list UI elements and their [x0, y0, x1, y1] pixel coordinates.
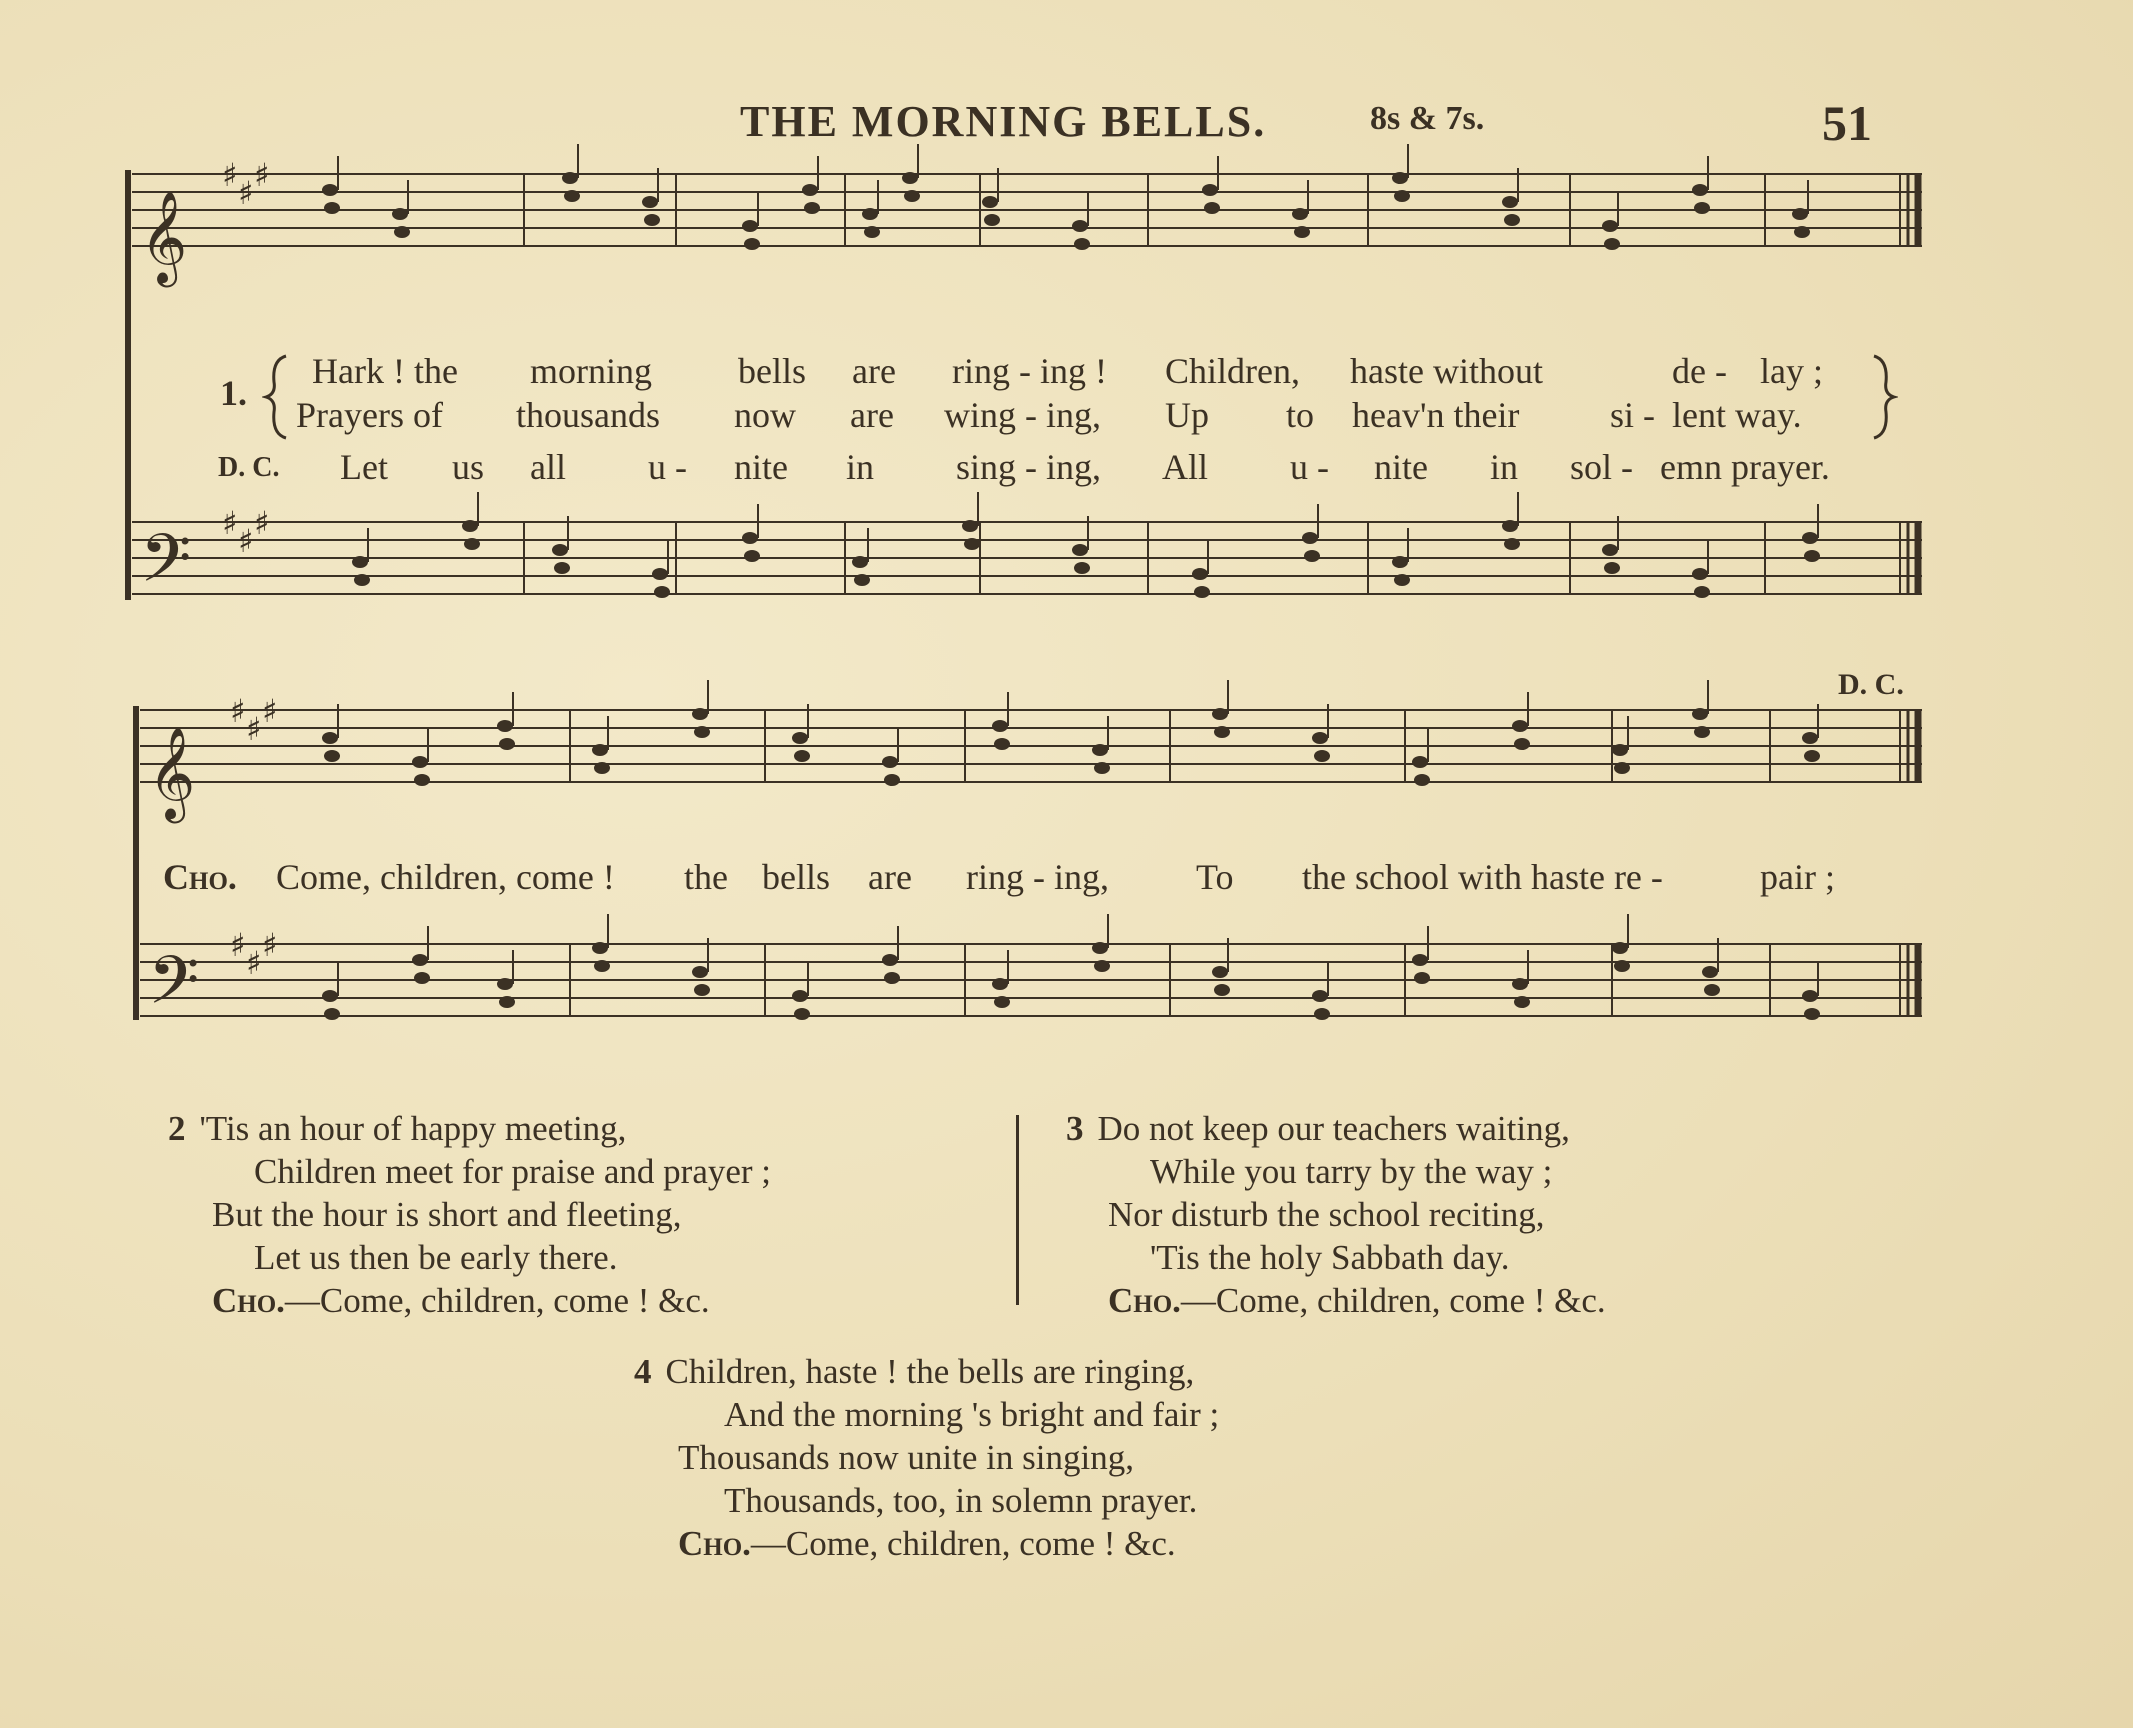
note-head [1794, 226, 1810, 238]
lyric-syllable: Hark ! the [312, 351, 458, 391]
lyric-syllable: nite [734, 447, 788, 487]
note-head [1504, 214, 1520, 226]
lyric-syllable: wing - ing, [944, 395, 1101, 435]
note-head [884, 972, 900, 984]
note-head [884, 774, 900, 786]
note-head [1604, 562, 1620, 574]
note-head [564, 190, 580, 202]
lyric-syllable: the [684, 857, 728, 897]
note-head [1802, 990, 1818, 1002]
note-head [984, 214, 1000, 226]
verse-4-line-1: Children, haste ! the bells are ringing, [665, 1352, 1195, 1391]
note-head [1294, 226, 1310, 238]
note-head [742, 532, 758, 544]
sharp-icon: ♯ [246, 944, 262, 982]
verse-2 [168, 1107, 771, 1322]
note-head [324, 1008, 340, 1020]
lyric-syllable: in [1490, 447, 1519, 487]
note-head [1092, 942, 1108, 954]
note-head [1802, 532, 1818, 544]
note-head [644, 214, 660, 226]
lyric-syllable: pair ; [1760, 857, 1835, 897]
verse-3-line-2: While you tarry by the way ; [1150, 1152, 1553, 1191]
note-head [592, 942, 608, 954]
note-head [1804, 550, 1820, 562]
treble-clef-icon: 𝄞 [140, 190, 188, 283]
note-head [1614, 960, 1630, 972]
note-head [1512, 720, 1528, 732]
verse-4-line-4: Thousands, too, in solemn prayer. [724, 1481, 1198, 1520]
lyric-syllable: ring - ing ! [952, 351, 1107, 391]
note-head [1412, 954, 1428, 966]
verse-number-1: 1. [220, 373, 247, 413]
verse-2-line-1: 'Tis an hour of happy meeting, [199, 1109, 627, 1148]
lyric-syllable: nite [1374, 447, 1428, 487]
note-head [464, 538, 480, 550]
note-head [392, 208, 408, 220]
hymn-title: THE MORNING BELLS. [740, 97, 1267, 146]
note-head [352, 556, 368, 568]
note-head [1694, 726, 1710, 738]
lyric-syllable: are [868, 857, 912, 897]
note-head [462, 520, 478, 532]
treble-clef-icon: 𝄞 [148, 726, 196, 819]
note-head [792, 732, 808, 744]
note-head [1212, 966, 1228, 978]
note-head [744, 550, 760, 562]
verse-4-chorus-label: Cho. [678, 1524, 751, 1563]
lyric-syllable: in [846, 447, 875, 487]
verse-3-number: 3 [1066, 1109, 1084, 1148]
note-head [1414, 774, 1430, 786]
note-head [862, 208, 878, 220]
note-head [499, 996, 515, 1008]
note-head [742, 220, 758, 232]
lyric-syllable: heav'n their [1352, 395, 1520, 435]
note-head [1094, 762, 1110, 774]
lyric-syllable: now [734, 395, 796, 435]
note-head [1694, 586, 1710, 598]
note-head [652, 568, 668, 580]
note-head [1614, 762, 1630, 774]
sharp-icon: ♯ [238, 522, 254, 560]
note-head [414, 774, 430, 786]
note-head [694, 726, 710, 738]
note-head [497, 720, 513, 732]
sharp-icon: ♯ [230, 926, 246, 964]
note-head [1072, 220, 1088, 232]
bass-clef-icon: 𝄢 [140, 520, 192, 613]
note-head [1504, 538, 1520, 550]
note-head [499, 738, 515, 750]
verse-3-line-1: Do not keep our teachers waiting, [1097, 1109, 1570, 1148]
note-head [804, 202, 820, 214]
note-head [692, 708, 708, 720]
sharp-icon: ♯ [254, 156, 270, 194]
note-head [692, 966, 708, 978]
lyric-syllable: Children, [1165, 351, 1300, 391]
bass-staff-2 [140, 944, 1922, 1016]
note-head [992, 978, 1008, 990]
note-head [1314, 750, 1330, 762]
note-head [1072, 544, 1088, 556]
verse-3-chorus: —Come, children, come ! &c. [1180, 1281, 1606, 1320]
verse-4-line-2: And the morning 's bright and fair ; [724, 1395, 1220, 1434]
lyric-syllable: haste without [1350, 351, 1543, 391]
note-head [642, 196, 658, 208]
verse-4-number: 4 [634, 1352, 652, 1391]
note-head [1512, 978, 1528, 990]
lyric-syllable: morning [530, 351, 652, 391]
note-head [412, 756, 428, 768]
lyric-syllable: ring - ing, [966, 857, 1109, 897]
hymn-meter: 8s & 7s. [1370, 100, 1485, 137]
lyric-syllable: Let [340, 447, 388, 487]
verse-3-line-3: Nor disturb the school reciting, [1108, 1195, 1545, 1234]
lyric-syllable: To [1196, 857, 1234, 897]
note-head [1202, 184, 1218, 196]
note-head [1612, 942, 1628, 954]
note-head [1214, 726, 1230, 738]
lyric-syllable: bells [738, 351, 806, 391]
note-head [992, 720, 1008, 732]
sharp-icon: ♯ [230, 692, 246, 730]
lyric-syllable: are [850, 395, 894, 435]
note-head [1514, 738, 1530, 750]
note-head [1094, 960, 1110, 972]
lyric-syllable: lent way. [1672, 395, 1802, 435]
note-head [414, 972, 430, 984]
lyric-syllable: emn prayer. [1660, 447, 1830, 487]
note-head [1292, 208, 1308, 220]
note-head [594, 762, 610, 774]
dc-mark: D. C. [1838, 668, 1904, 701]
note-head [1602, 220, 1618, 232]
note-head [1392, 556, 1408, 568]
lyric-syllable: Up [1165, 395, 1209, 435]
lyric-syllable: all [530, 447, 566, 487]
note-head [324, 202, 340, 214]
verse-2-number: 2 [168, 1109, 186, 1148]
sharp-icon: ♯ [262, 926, 278, 964]
note-head [904, 190, 920, 202]
verse-4-line-3: Thousands now unite in singing, [678, 1438, 1134, 1477]
note-head [1074, 238, 1090, 250]
note-head [1792, 208, 1808, 220]
note-head [1314, 1008, 1330, 1020]
note-head [552, 544, 568, 556]
note-head [594, 960, 610, 972]
note-head [1804, 1008, 1820, 1020]
note-head [354, 574, 370, 586]
verse-3-chorus-label: Cho. [1108, 1281, 1181, 1320]
verse-2-line-2: Children meet for praise and prayer ; [254, 1152, 772, 1191]
lyric-syllable: de - [1672, 351, 1727, 391]
note-head [1692, 184, 1708, 196]
note-head [794, 1008, 810, 1020]
note-head [1802, 732, 1818, 744]
note-head [1414, 972, 1430, 984]
note-head [1602, 544, 1618, 556]
note-head [1694, 202, 1710, 214]
dc-label: D. C. [218, 452, 280, 483]
note-head [802, 184, 818, 196]
note-head [1304, 550, 1320, 562]
note-head [497, 978, 513, 990]
bass-clef-icon: 𝄢 [148, 942, 200, 1035]
note-head [1502, 520, 1518, 532]
note-head [1704, 984, 1720, 996]
note-head [694, 984, 710, 996]
verse-2-line-3: But the hour is short and fleeting, [212, 1195, 682, 1234]
lyric-syllable: the school with haste re - [1302, 857, 1663, 897]
note-head [854, 574, 870, 586]
note-head [962, 520, 978, 532]
note-head [324, 750, 340, 762]
chorus-label: Cho. [163, 857, 237, 897]
verse-2-chorus: —Come, children, come ! &c. [284, 1281, 710, 1320]
note-head [982, 196, 998, 208]
note-head [794, 750, 810, 762]
note-head [1502, 196, 1518, 208]
sharp-icon: ♯ [238, 174, 254, 212]
note-head [1394, 574, 1410, 586]
note-head [562, 172, 578, 184]
lyric-syllable: All [1162, 447, 1209, 487]
note-head [864, 226, 880, 238]
note-head [1612, 744, 1628, 756]
lyric-syllable: Prayers of [296, 395, 443, 435]
lyric-syllable: sing - ing, [956, 447, 1102, 487]
sharp-icon: ♯ [262, 692, 278, 730]
note-head [1804, 750, 1820, 762]
note-head [1692, 568, 1708, 580]
note-head [1074, 562, 1090, 574]
verse-2-chorus-label: Cho. [212, 1281, 285, 1320]
note-head [964, 538, 980, 550]
column-divider [1016, 1115, 1019, 1305]
lyric-syllable: lay ; [1760, 351, 1823, 391]
sharp-icon: ♯ [254, 504, 270, 542]
verse-4-chorus: —Come, children, come ! &c. [750, 1524, 1176, 1563]
sharp-icon: ♯ [222, 156, 238, 194]
note-head [1392, 172, 1408, 184]
note-head [1204, 202, 1220, 214]
note-head [1194, 586, 1210, 598]
left-brace-icon [262, 352, 292, 442]
note-head [322, 990, 338, 1002]
lyric-syllable: are [852, 351, 896, 391]
note-head [592, 744, 608, 756]
note-head [1312, 732, 1328, 744]
page-number: 51 [1822, 95, 1872, 151]
note-head [1604, 238, 1620, 250]
note-head [1702, 966, 1718, 978]
note-head [1412, 756, 1428, 768]
note-head [882, 954, 898, 966]
treble-staff-2 [140, 710, 1922, 782]
note-head [412, 954, 428, 966]
note-head [1302, 532, 1318, 544]
note-head [1692, 708, 1708, 720]
lyric-syllable: Come, children, come ! [276, 857, 615, 897]
verse-4 [634, 1350, 1219, 1565]
bass-staff-1 [132, 522, 1922, 594]
note-head [1514, 996, 1530, 1008]
verse-3 [1066, 1107, 1606, 1322]
lyric-syllable: sol - [1570, 447, 1633, 487]
lyric-syllable: si - [1610, 395, 1655, 435]
note-head [1192, 568, 1208, 580]
note-head [1092, 744, 1108, 756]
note-head [394, 226, 410, 238]
note-head [322, 732, 338, 744]
note-head [1394, 190, 1410, 202]
lyric-syllable: us [452, 447, 485, 487]
lyric-syllable: thousands [516, 395, 660, 435]
lyric-syllable: to [1286, 395, 1315, 435]
note-head [1212, 708, 1228, 720]
note-head [994, 738, 1010, 750]
note-head [994, 996, 1010, 1008]
sharp-icon: ♯ [222, 504, 238, 542]
note-head [322, 184, 338, 196]
note-head [852, 556, 868, 568]
sharp-icon: ♯ [246, 710, 262, 748]
note-head [554, 562, 570, 574]
note-head [792, 990, 808, 1002]
verse-2-line-4: Let us then be early there. [254, 1238, 618, 1277]
note-head [744, 238, 760, 250]
note-head [1312, 990, 1328, 1002]
note-head [1214, 984, 1230, 996]
note-head [902, 172, 918, 184]
lyric-syllable: bells [762, 857, 830, 897]
note-head [882, 756, 898, 768]
note-head [654, 586, 670, 598]
right-brace-icon [1868, 352, 1898, 442]
lyric-syllable: u - [1290, 447, 1329, 487]
verse-3-line-4: 'Tis the holy Sabbath day. [1150, 1238, 1510, 1277]
lyric-syllable: u - [648, 447, 687, 487]
